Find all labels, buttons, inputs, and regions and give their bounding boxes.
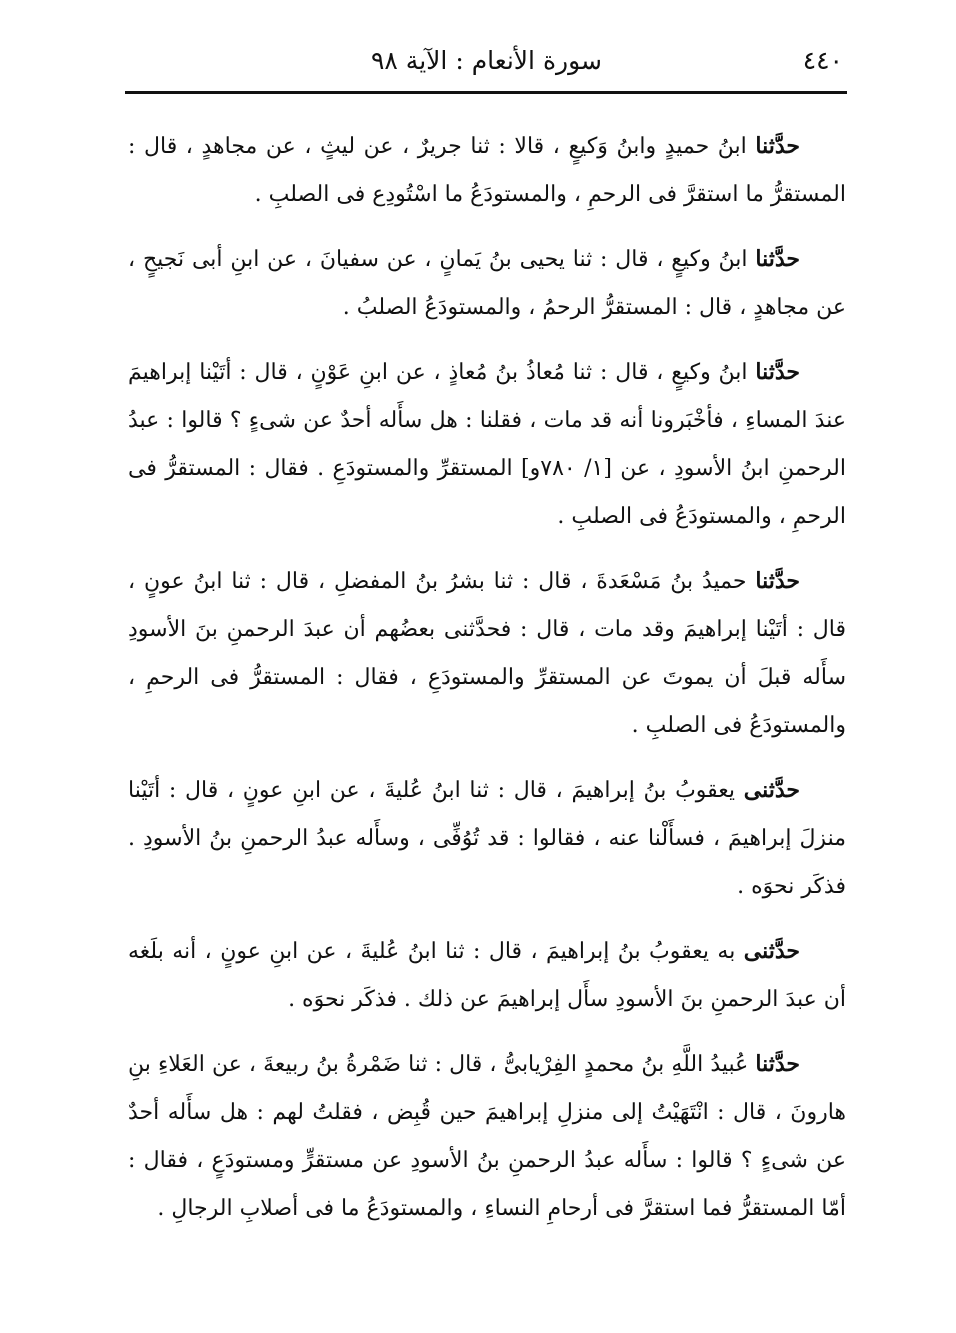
paragraph-text: يعقوبُ بنُ إبراهيمَ ، قال : ثنا ابنُ عُليةَ ، عن ابنِ عونٍ ، قال : أتَيْنا منزلَ إبراهيمَ ، فسأَلْنا عنه ، فقالوا : قد تُوُفِّى ، وسأَله عبدُ الرحمنِ بنُ الأسودِ . فذكَر نحوَه . [128, 778, 846, 899]
paragraph-lead-word: حدَّثنى [743, 777, 800, 803]
paragraph [128, 348, 846, 541]
paragraph-lead-word: حدَّثنى [743, 938, 800, 964]
paragraph-lead-word: حدَّثنا [755, 568, 800, 594]
paragraph-lead-word: حدَّثنا [755, 246, 800, 272]
paragraph-text: به يعقوبُ بنُ إبراهيمَ ، قال : ثنا ابنُ عُليةَ ، عن ابنِ عونٍ ، أنه بلَغه أن عبدَ الرحمنِ بنَ الأسودِ سأَل إبراهيمَ عن ذلك . فذكَر نحوَه . [128, 939, 846, 1012]
paragraph [128, 927, 846, 1024]
paragraph [128, 1040, 846, 1233]
paragraph [128, 122, 846, 219]
paragraph-text: عُبيدُ اللَّهِ بنُ محمدٍ الفِرْيابىُّ ، قال : ثنا ضَمْرةُ بنُ ربيعةَ ، عن العَلاءِ بنِ هارونَ ، قال : انْتَهَيْتُ إلى منزلِ إبراهيمَ حين قُبِض ، فقلتُ لهم : هل سأَله أحدٌ عن شىءٍ ؟ قالوا : سأَله عبدُ الرحمنِ بنُ الأسودِ عن مستقرٍّ ومستودَعٍ ، فقال : أمّا المستقرُّ فما استقرَّ فى أرحامِ النساءِ ، والمستودَعُ ما فى أصلابِ الرجالِ . [128, 1052, 846, 1221]
paragraph-text: ابنُ حميدٍ وابنُ وَكيعٍ ، قالا : ثنا جريرٌ ، عن ليثٍ ، عن مجاهدٍ ، قال : المستقرُّ ما استقرَّ فى الرحمِ ، والمستودَعُ ما اسْتُودِع فى الصلبِ . [128, 134, 846, 207]
page-header [125, 40, 847, 94]
paragraph [128, 235, 846, 332]
paragraph-lead-word: حدَّثنا [755, 1051, 800, 1077]
paragraph-text: ابنُ وكيعٍ ، قال : ثنا مُعاذُ بنُ مُعاذٍ ، عن ابنِ عَوْنٍ ، قال : أتَيْنا إبراهيمَ عندَ المساءِ ، فأخْبَرونا أنه قد مات ، فقلنا : هل سأَله أحدٌ عن شىءٍ ؟ قالوا : عبدُ الرحمنِ ابنُ الأسودِ ، عن [١/ ٧٨٠و] المستقرِّ والمستودَعِ . فقال : المستقرُّ فى الرحمِ ، والمستودَعُ فى الصلبِ . [128, 360, 847, 529]
page-number: ٤٤٠ [802, 46, 843, 75]
text-body [128, 122, 846, 1249]
header-rule [125, 91, 847, 94]
paragraph-text: ابنُ وكيعٍ ، قال : ثنا يحيى بنُ يَمانٍ ، عن سفيانَ ، عن ابنِ أبى نَجيحٍ ، عن مجاهدٍ ، قال : المستقرُّ الرحمُ ، والمستودَعُ الصلبُ . [128, 247, 846, 320]
paragraph [128, 766, 846, 911]
paragraph-lead-word: حدَّثنا [755, 133, 800, 159]
paragraph-lead-word: حدَّثنا [755, 359, 800, 385]
paragraph-text: حميدُ بنُ مَسْعَدةَ ، قال : ثنا بشرُ بنُ المفضلِ ، قال : ثنا ابنُ عونٍ ، قال : أتَيْنا إبراهيمَ وقد مات ، قال : فحدَّثنى بعضُهم أن عبدَ الرحمنِ بنَ الأسودِ سأَله قبلَ أن يموتَ عن المستقرِّ والمستودَعِ ، فقال : المستقرُّ فى الرحمِ ، والمستودَعُ فى الصلبِ . [128, 569, 846, 738]
running-title: سورة الأنعام : الآية ٩٨ [371, 46, 602, 75]
paragraph [128, 557, 846, 750]
